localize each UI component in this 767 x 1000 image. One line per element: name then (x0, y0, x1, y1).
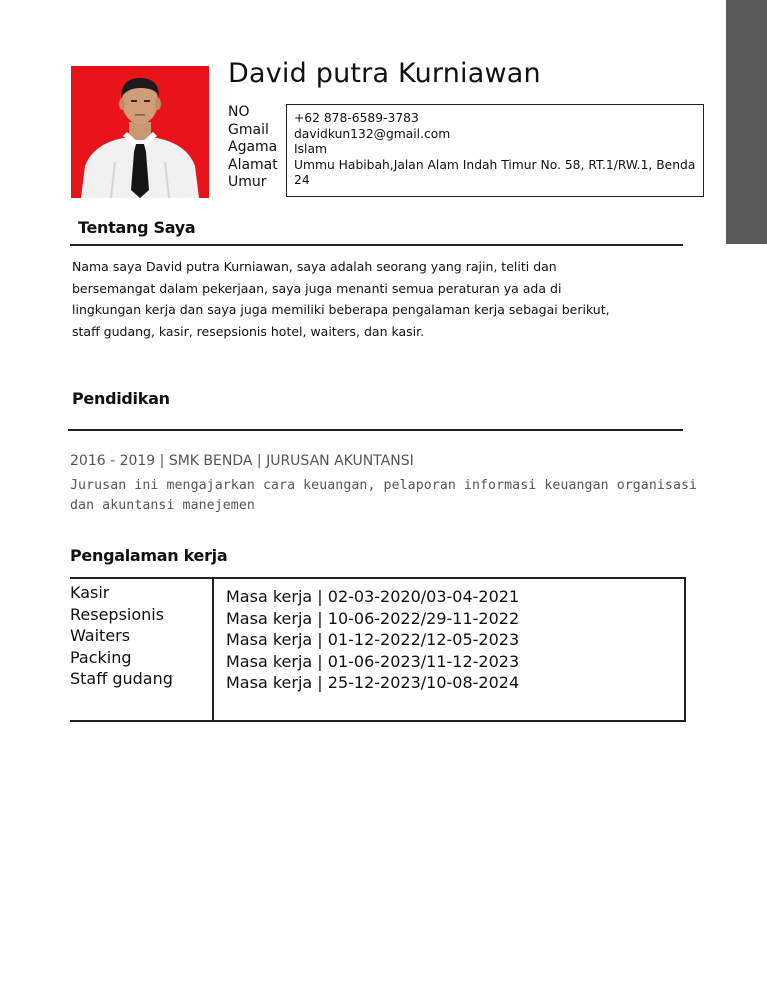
job-item: Packing (70, 647, 132, 667)
label-gmail: Gmail (228, 121, 269, 138)
religion-value: Islam (294, 142, 327, 157)
label-agama: Agama (228, 139, 278, 155)
period-item: Masa kerja | 01-12-2022/12-05-2023 (226, 630, 520, 650)
education-desc-line: Jurusan ini mengajarkan cara keuangan, pelaporan informasi keuangan organisasi (70, 478, 698, 493)
about-line: bersemangat dalam pekerjaan, saya juga menanti semua peraturan ya ada di (72, 280, 562, 296)
scrollbar-thumb[interactable] (726, 0, 767, 244)
phone-value: +62 878-6589-3783 (294, 111, 419, 125)
experience-heading: Pengalaman kerja (70, 546, 228, 565)
job-item: Staff gudang (70, 669, 173, 689)
education-entry: 2016 - 2019 | SMK BENDA | JURUSAN AKUNTANSI (70, 453, 414, 469)
email-value: davidkun132@gmail.com (294, 126, 451, 141)
about-line: Nama saya David putra Kurniawan, saya adalah seorang yang rajin, teliti dan (72, 259, 557, 274)
period-list (226, 586, 519, 694)
label-no: NO (228, 104, 250, 120)
about-line: lingkungan kerja dan saya juga memiliki beberapa pengalaman kerja sebagai berikut, (72, 302, 610, 317)
period-item: Masa kerja | 02-03-2020/03-04-2021 (226, 587, 520, 606)
job-item: Resepsionis (70, 604, 165, 624)
period-item: Masa kerja | 10-06-2022/29-11-2022 (226, 608, 520, 628)
contact-labels (228, 104, 278, 192)
age-value: 24 (294, 173, 310, 188)
education-heading: Pendidikan (72, 389, 170, 408)
address-value: Ummu Habibah,Jalan Alam Indah Timur No. 58, RT.1/RW.1, Benda (294, 157, 696, 172)
job-item: Waiters (70, 626, 131, 646)
about-heading: Tentang Saya (78, 218, 196, 237)
about-divider (70, 244, 683, 246)
education-divider (68, 429, 683, 431)
about-line: staff gudang, kasir, resepsionis hotel, waiters, dan kasir. (72, 323, 425, 339)
education-desc-line: dan akuntansi manejemen (70, 498, 255, 513)
about-text (72, 256, 632, 342)
label-alamat: Alamat (228, 156, 278, 173)
education-description (70, 476, 710, 516)
period-item: Masa kerja | 01-06-2023/11-12-2023 (226, 651, 520, 671)
job-item: Kasir (70, 583, 110, 602)
label-umur: Umur (228, 174, 267, 190)
job-list (70, 582, 173, 690)
period-item: Masa kerja | 25-12-2023/10-08-2024 (226, 673, 520, 693)
contact-info-box (286, 104, 704, 197)
page-title: David putra Kurniawan (228, 58, 541, 89)
profile-photo (71, 66, 209, 198)
